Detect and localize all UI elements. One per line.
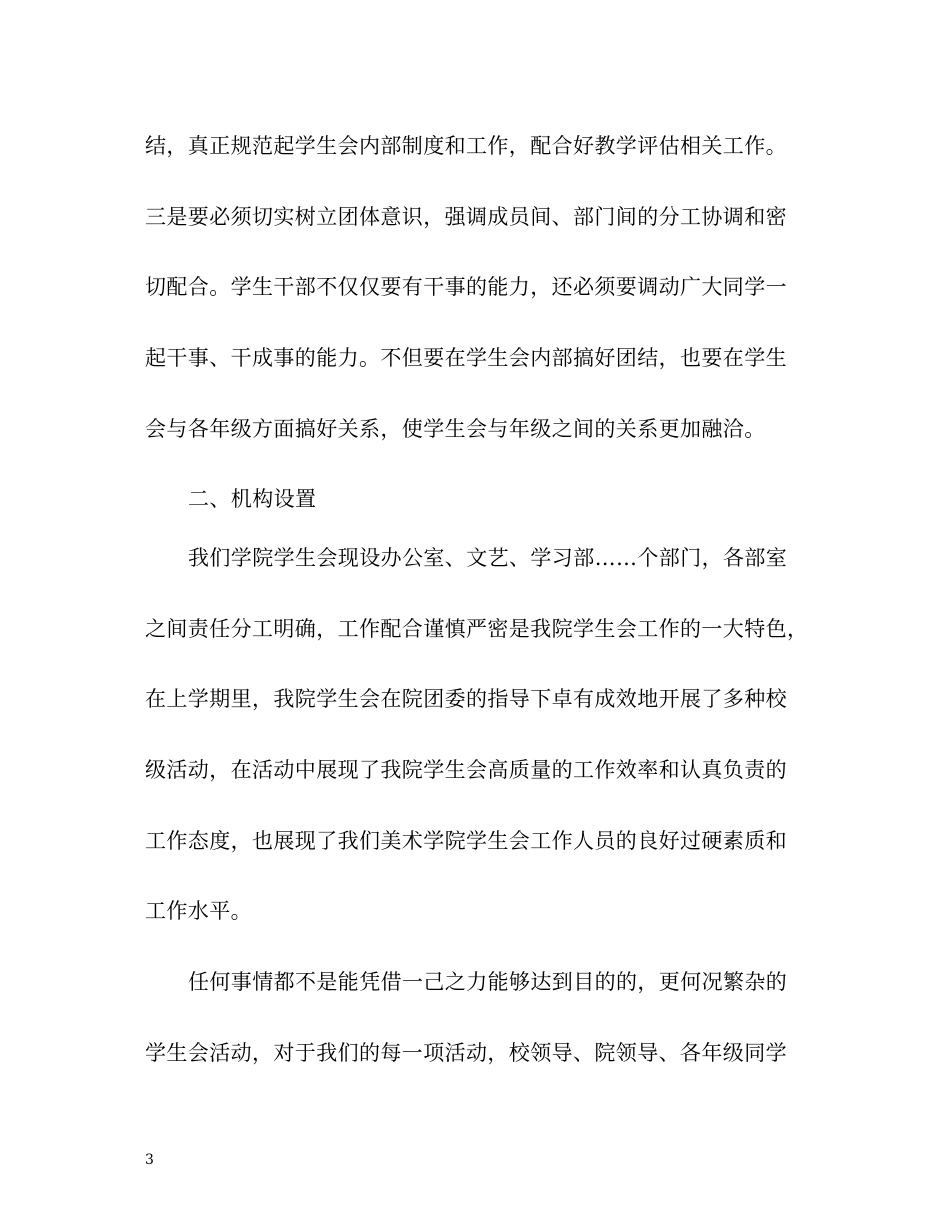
text-line: 会与各年级方面搞好关系，使学生会与年级之间的关系更加融洽。 bbox=[145, 417, 766, 441]
text-line: 级活动，在活动中展现了我院学生会高质量的工作效率和认真负责的 bbox=[145, 758, 787, 782]
text-line: 结，真正规范起学生会内部制度和工作，配合好教学评估相关工作。 bbox=[145, 134, 787, 158]
text-line: 切配合。学生干部不仅仅要有干事的能力，还必须要调动广大同学一 bbox=[145, 275, 787, 299]
page-number: 3 bbox=[145, 1152, 154, 1168]
text-line: 工作态度，也展现了我们美术学院学生会工作人员的良好过硬素质和 bbox=[145, 829, 787, 853]
text-line: 学生会活动，对于我们的每一项活动，校领导、院领导、各年级同学 bbox=[145, 1041, 787, 1065]
text-line: 在上学期里，我院学生会在院团委的指导下卓有成效地开展了多种校 bbox=[145, 687, 787, 711]
text-line: 起干事、干成事的能力。不但要在学生会内部搞好团结，也要在学生 bbox=[145, 346, 787, 370]
text-line: 工作水平。 bbox=[145, 899, 252, 923]
text-line: 任何事情都不是能凭借一己之力能够达到目的的，更何况繁杂的 bbox=[188, 970, 788, 994]
text-line: 之间责任分工明确，工作配合谨慎严密是我院学生会工作的一大特色， bbox=[145, 617, 809, 641]
text-line: 三是要必须切实树立团体意识，强调成员间、部门间的分工协调和密 bbox=[145, 205, 787, 229]
text-line: 我们学院学生会现设办公室、文艺、学习部……个部门，各部室 bbox=[188, 546, 788, 570]
section-heading: 二、机构设置 bbox=[188, 487, 317, 511]
